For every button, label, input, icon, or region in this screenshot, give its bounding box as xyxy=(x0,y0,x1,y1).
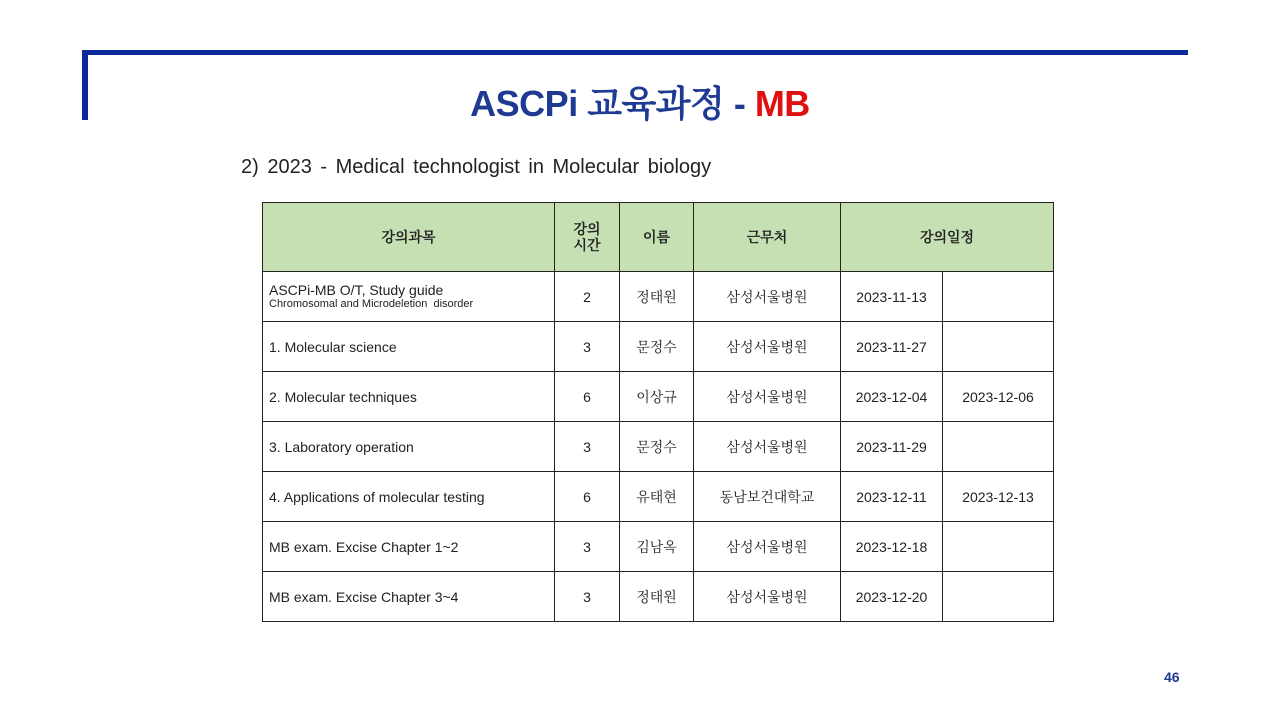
table-row xyxy=(263,422,1054,472)
cell-hours: 6 xyxy=(555,372,620,422)
title-main: ASCPi 교육과정 xyxy=(470,83,725,124)
cell-date2 xyxy=(943,422,1054,472)
table-header-row xyxy=(263,203,1054,272)
slide-title xyxy=(0,76,1280,127)
page-number: 46 xyxy=(1164,669,1180,685)
subject-sub: Chromosomal and Microdeletion disorder xyxy=(269,298,474,310)
course-schedule-table xyxy=(262,202,1054,622)
cell-hours: 6 xyxy=(555,472,620,522)
cell-hours: 3 xyxy=(555,572,620,622)
header-schedule: 강의일정 xyxy=(841,203,1054,272)
cell-workplace: 동남보건대학교 xyxy=(694,472,841,522)
cell-date2 xyxy=(943,272,1054,322)
cell-name: 문정수 xyxy=(620,422,694,472)
table-row xyxy=(263,322,1054,372)
cell-date1: 2023-11-13 xyxy=(841,272,943,322)
table-row xyxy=(263,572,1054,622)
cell-date2: 2023-12-06 xyxy=(943,372,1054,422)
header-name: 이름 xyxy=(620,203,694,272)
header-hours xyxy=(555,203,620,272)
table-row xyxy=(263,472,1054,522)
cell-date2 xyxy=(943,522,1054,572)
cell-hours: 3 xyxy=(555,522,620,572)
cell-name: 이상규 xyxy=(620,372,694,422)
cell-workplace: 삼성서울병원 xyxy=(694,422,841,472)
title-separator: - xyxy=(724,83,755,124)
cell-subject: MB exam. Excise Chapter 3~4 xyxy=(263,572,555,622)
cell-date1: 2023-11-29 xyxy=(841,422,943,472)
cell-date2 xyxy=(943,322,1054,372)
cell-date1: 2023-12-11 xyxy=(841,472,943,522)
cell-name: 문정수 xyxy=(620,322,694,372)
cell-hours: 2 xyxy=(555,272,620,322)
cell-subject: MB exam. Excise Chapter 1~2 xyxy=(263,522,555,572)
cell-name: 김남옥 xyxy=(620,522,694,572)
table-row xyxy=(263,272,1054,322)
slide-frame-top-bar xyxy=(82,50,1188,55)
cell-subject: 2. Molecular techniques xyxy=(263,372,555,422)
cell-subject xyxy=(263,272,555,322)
title-accent: MB xyxy=(754,83,810,124)
cell-date1: 2023-12-20 xyxy=(841,572,943,622)
table-row xyxy=(263,522,1054,572)
cell-name: 정태원 xyxy=(620,272,694,322)
cell-name: 정태원 xyxy=(620,572,694,622)
cell-workplace: 삼성서울병원 xyxy=(694,522,841,572)
cell-subject: 3. Laboratory operation xyxy=(263,422,555,472)
subject-main: ASCPi-MB O/T, Study guide xyxy=(269,282,444,298)
cell-name: 유태현 xyxy=(620,472,694,522)
cell-hours: 3 xyxy=(555,422,620,472)
header-subject: 강의과목 xyxy=(263,203,555,272)
header-hours-line1: 강의 xyxy=(573,221,601,237)
cell-date1: 2023-12-04 xyxy=(841,372,943,422)
cell-workplace: 삼성서울병원 xyxy=(694,572,841,622)
cell-subject: 1. Molecular science xyxy=(263,322,555,372)
cell-date2 xyxy=(943,572,1054,622)
cell-subject: 4. Applications of molecular testing xyxy=(263,472,555,522)
cell-date1: 2023-11-27 xyxy=(841,322,943,372)
cell-workplace: 삼성서울병원 xyxy=(694,372,841,422)
cell-date2: 2023-12-13 xyxy=(943,472,1054,522)
cell-workplace: 삼성서울병원 xyxy=(694,272,841,322)
cell-workplace: 삼성서울병원 xyxy=(694,322,841,372)
cell-hours: 3 xyxy=(555,322,620,372)
section-subtitle: 2) 2023 - Medical technologist in Molecular biology xyxy=(241,156,712,178)
table-row xyxy=(263,372,1054,422)
header-workplace: 근무처 xyxy=(694,203,841,272)
cell-date1: 2023-12-18 xyxy=(841,522,943,572)
header-hours-line2: 시간 xyxy=(573,237,601,253)
